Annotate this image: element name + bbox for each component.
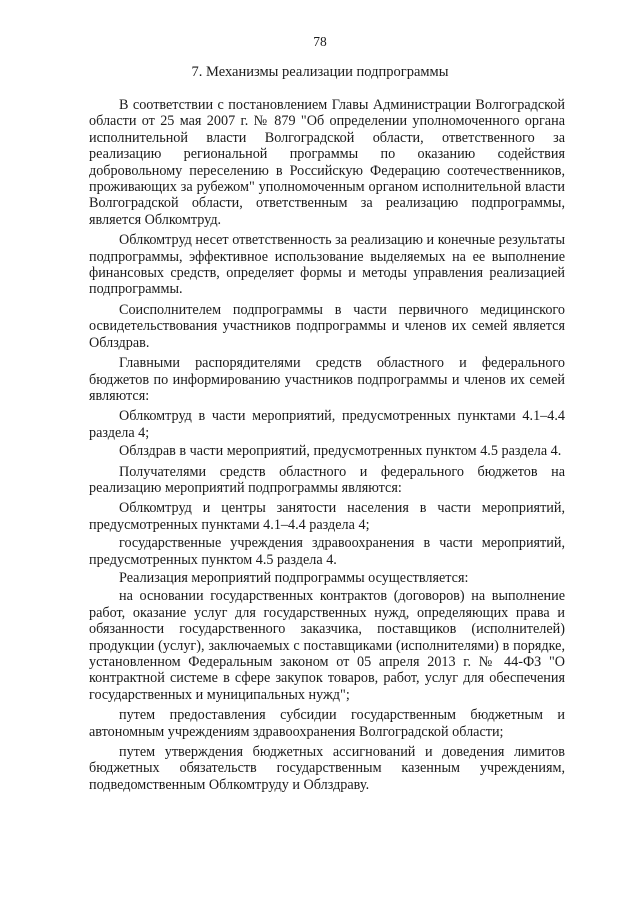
paragraph: Соисполнителем подпрограммы в части первичного медицинского освидетельствования участников подпрограммы и членов их семей является Облздрав. <box>89 301 565 351</box>
paragraph: Облкомтруд в части мероприятий, предусмотренных пунктами 4.1–4.4 раздела 4; <box>89 408 565 441</box>
paragraph: Облкомтруд несет ответственность за реализацию и конечные результаты подпрограммы, эффективное использование выделяемых на ее выполнение финансовых средств, определяет формы и методы управления реализацией подпрограммы. <box>89 232 565 298</box>
paragraph: Получателями средств областного и федерального бюджетов на реализацию мероприятий подпрограммы являются: <box>89 463 565 496</box>
paragraph: В соответствии с постановлением Главы Администрации Волгоградской области от 25 мая 2007 г. № 879 "Об определении уполномоченного органа исполнительной власти Волгоградской области, ответственного за реализацию региональной программы по оказанию содействия добровольному переселению в Российскую Федерацию соотечественников, проживающих за рубежом" уполномоченным органом исполнительной власти Волгоградской области, ответственным за реализацию подпрограммы, является Облкомтруд. <box>89 97 565 228</box>
paragraph: путем утверждения бюджетных ассигнований и доведения лимитов бюджетных обязательств государственным казенным учреждениям, подведомственным Облкомтруду и Облздраву. <box>89 744 565 793</box>
paragraph: Облкомтруд и центры занятости населения в части мероприятий, предусмотренных пунктами 4.1–4.4 раздела 4; <box>89 500 565 533</box>
paragraph: на основании государственных контрактов (договоров) на выполнение работ, оказание услуг для государственных нужд, определяющих права и обязанности государственного заказчика, поставщиков (исполнителей) продукции (услуг), заключаемых с поставщиками (исполнителями) в порядке, установленном Федеральным законом от 05 апреля 2013 г. № 44-ФЗ "О контрактной системе в сфере закупок товаров, работ, услуг для обеспечения государственных и муниципальных нужд"; <box>89 588 565 703</box>
paragraph: Главными распорядителями средств областного и федерального бюджетов по информированию участников подпрограммы и членов их семей являются: <box>89 355 565 404</box>
paragraph: Облздрав в части мероприятий, предусмотренных пунктом 4.5 раздела 4. <box>119 443 562 460</box>
section-heading: 7. Механизмы реализации подпрограммы <box>191 64 449 80</box>
page-number: 78 <box>313 34 327 49</box>
paragraph: путем предоставления субсидии государственным бюджетным и автономным учреждениям здравоохранения Волгоградской области; <box>89 707 565 740</box>
paragraph: Реализация мероприятий подпрограммы осуществляется: <box>119 569 469 586</box>
paragraph: государственные учреждения здравоохранения в части мероприятий, предусмотренных пунктом 4.5 раздела 4. <box>89 535 565 568</box>
document-body <box>89 97 565 797</box>
